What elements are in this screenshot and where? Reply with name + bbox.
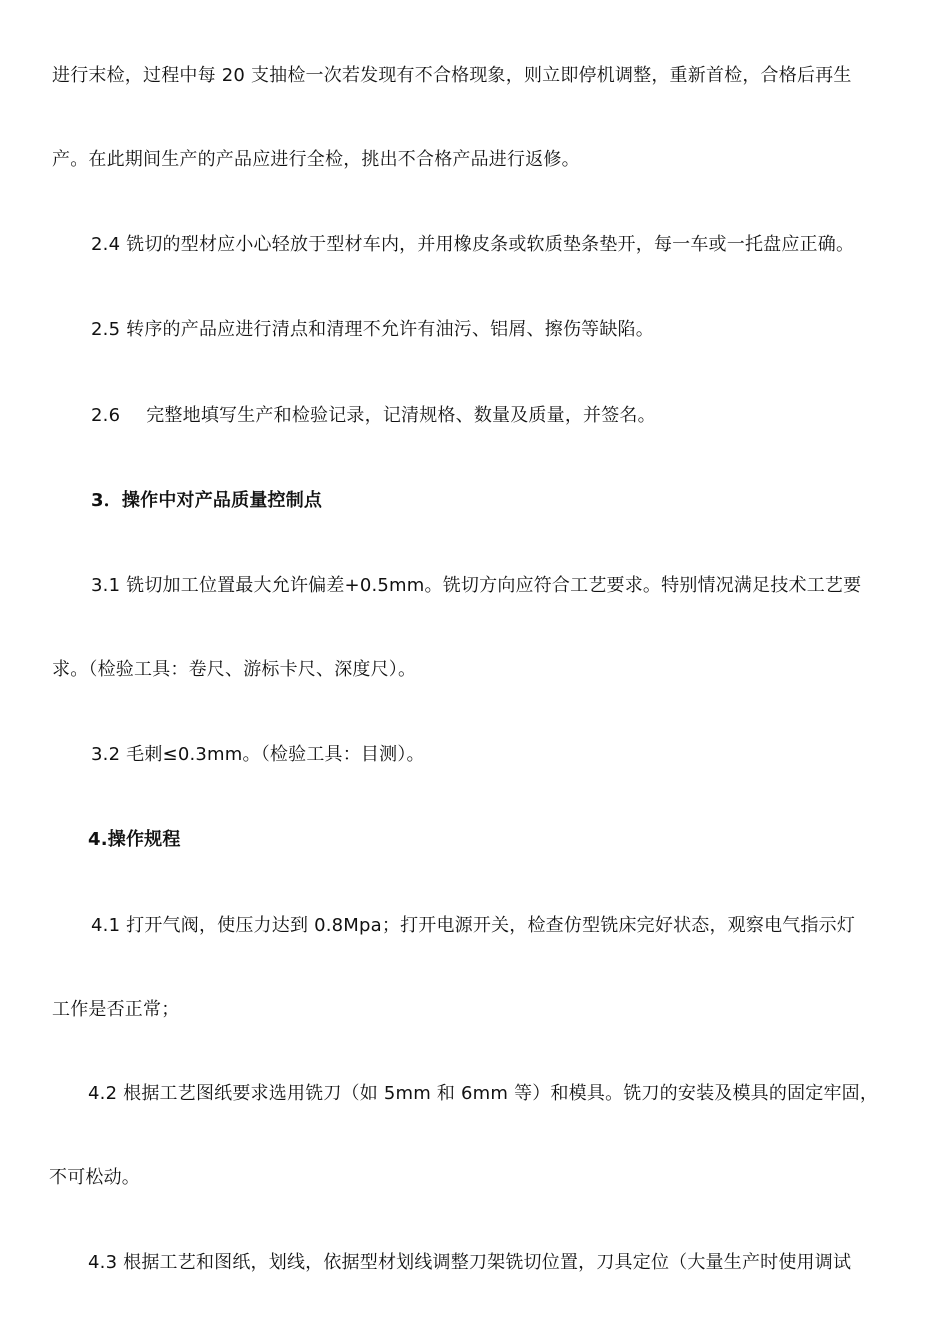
paragraph-line-4-3: 4.3 根据工艺和图纸，划线，依据型材划线调整刀架铣切位置，刀具定位（大量生产时使用调试 [88, 1252, 852, 1273]
paragraph-line: 求。（检验工具：卷尺、游标卡尺、深度尺）。 [52, 659, 417, 680]
paragraph-line-4-1: 4.1 打开气阀，使压力达到 0.8Mpa；打开电源开关，检查仿型铣床完好状态，观察电气指示灯 [91, 915, 856, 936]
item-text: 完整地填写生产和检验记录，记清规格、数量及质量，并签名。 [146, 405, 656, 426]
paragraph-line: 产。在此期间生产的产品应进行全检，挑出不合格产品进行返修。 [52, 149, 580, 170]
section-heading-4: 4.操作规程 [88, 829, 181, 850]
paragraph-line: 进行末检，过程中每 20 支抽检一次若发现有不合格现象，则立即停机调整，重新首检，合格后再生 [52, 65, 852, 86]
section-heading-3: 3．操作中对产品质量控制点 [91, 490, 323, 511]
paragraph-line-2-5: 2.5 转序的产品应进行清点和清理不允许有油污、铝屑、擦伤等缺陷。 [91, 319, 654, 340]
paragraph-line-2-6 [91, 404, 656, 428]
paragraph-line-3-2: 3.2 毛刺≤0.3mm。（检验工具：目测）。 [91, 744, 425, 765]
paragraph-line-2-4: 2.4 铣切的型材应小心轻放于型材车内，并用橡皮条或软质垫条垫开，每一车或一托盘应正确。 [91, 234, 855, 255]
paragraph-line: 不可松动。 [49, 1167, 140, 1188]
paragraph-line-3-1: 3.1 铣切加工位置最大允许偏差+0.5mm。铣切方向应符合工艺要求。特别情况满足技术工艺要 [91, 575, 862, 596]
item-number: 2.6 [91, 405, 121, 426]
paragraph-line-4-2: 4.2 根据工艺图纸要求选用铣刀（如 5mm 和 6mm 等）和模具。铣刀的安装及模具的固定牢固， [88, 1083, 879, 1104]
paragraph-line: 工作是否正常； [52, 999, 180, 1020]
